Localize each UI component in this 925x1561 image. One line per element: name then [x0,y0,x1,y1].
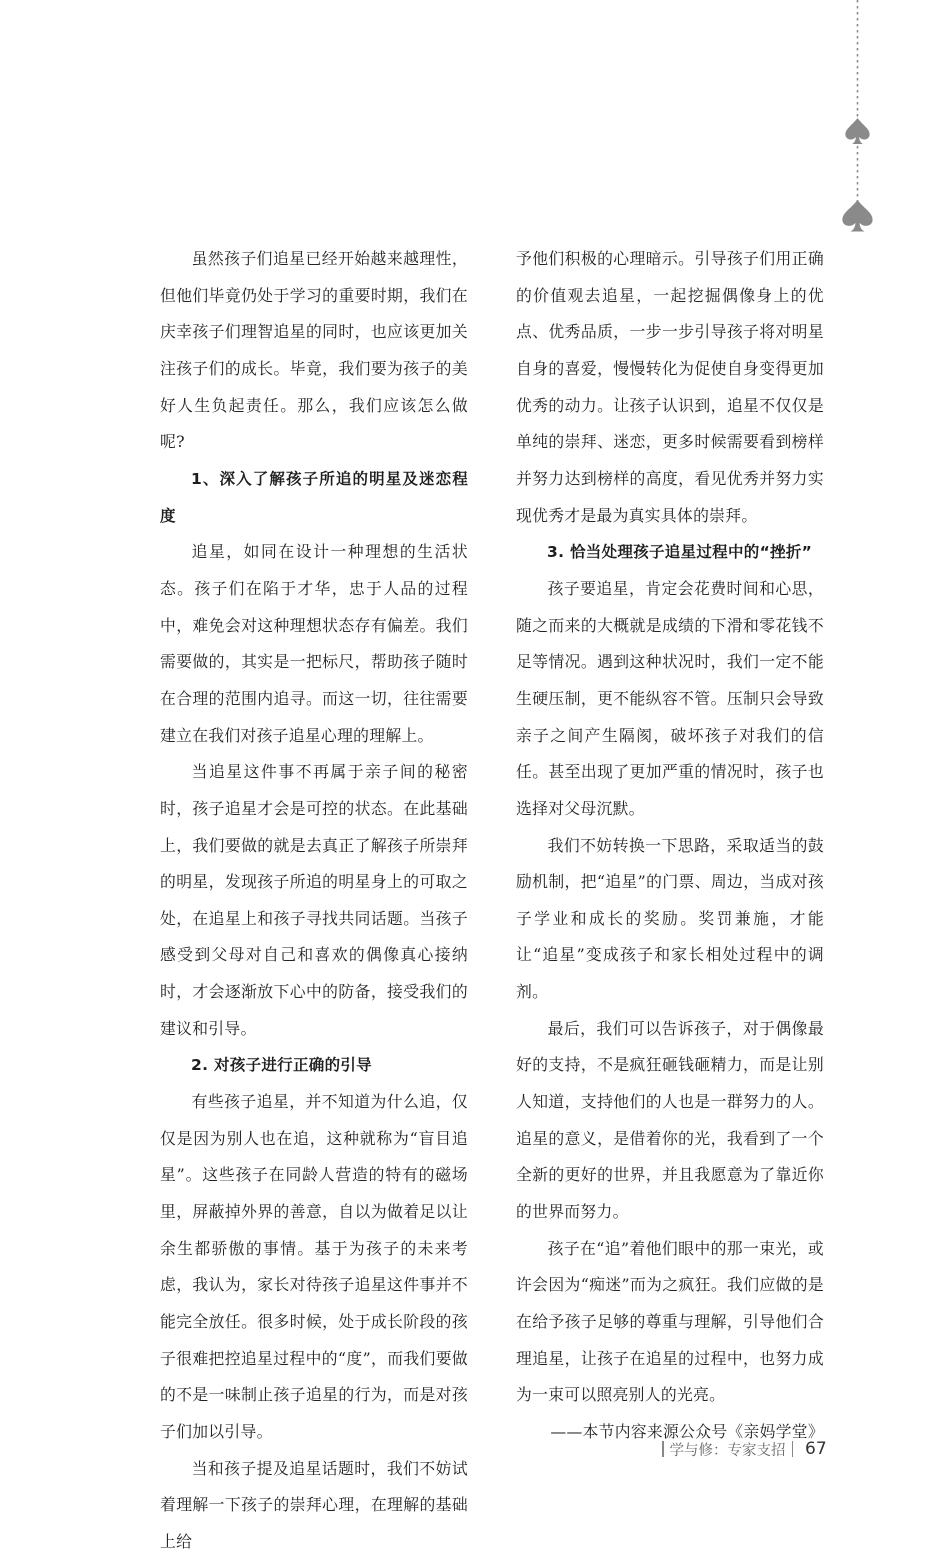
heart-suit-icon [842,200,872,232]
paragraph: 最后，我们可以告诉孩子，对于偶像最好的支持，不是疯狂砸钱砸精力，而是让别人知道，支持他们的人也是一群努力的人。追星的意义，是借着你的光，我看到了一个全新的更好的世界，并且我愿意为了靠近你的世界而努力。 [516,1018,824,1222]
section-heading: 1、深入了解孩子所追的明星及迷恋程度 [160,469,468,525]
section-label: 学与修：专家支招 [669,1442,786,1459]
paragraph: 孩子在“追”着他们眼中的那一束光，或许会因为“痴迷”而为之疯狂。我们应做的是在给予孩子足够的尊重与理解，引导他们合理追星，让孩子在追星的过程中，也努力成为一束可以照亮别人的光亮。 [516,1238,824,1405]
paragraph: 我们不妨转换一下思路，采取适当的鼓励机制，把“追星”的门票、周边，当成对孩子学业和成长的奖励。奖罚兼施，才能让“追星”变成孩子和家长相处过程中的调剂。 [516,835,824,1002]
source-attribution: ——本节内容来源公众号《亲妈学堂》 [550,1422,824,1441]
article-column-right [516,241,824,1451]
paragraph: 当和孩子提及追星话题时，我们不妨试着理解一下孩子的崇拜心理，在理解的基础上给 [160,1458,468,1551]
heart-suit-icon [845,118,869,144]
paragraph: 虽然孩子们追星已经开始越来越理性，但他们毕竟仍处于学习的重要时期，我们在庆幸孩子们理智追星的同时，也应该更加关注孩子们的成长。毕竟，我们要为孩子的美好人生负起责任。那么，我们应该怎么做呢? [160,249,468,452]
section-heading: 2. 对孩子进行正确的引导 [191,1056,372,1075]
page-footer [656,1438,827,1460]
decorative-header [0,0,925,240]
paragraph: 孩子要追星，肯定会花费时间和心思，随之而来的大概就是成绩的下滑和零花钱不足等情况。遇到这种状况时，我们一定不能生硬压制，更不能纵容不管。压制只会导致亲子之间产生隔阂，破坏孩子对我们的信任。甚至出现了更加严重的情况时，孩子也选择对父母沉默。 [516,578,824,818]
divider [792,1441,794,1457]
paragraph: 当追星这件事不再属于亲子间的秘密时，孩子追星才会是可控的状态。在此基础上，我们要做的就是去真正了解孩子所崇拜的明星，发现孩子所追的明星身上的可取之处，在追星上和孩子寻找共同话题。当孩子感受到父母对自己和喜欢的偶像真心接纳时，才会逐渐放下心中的防备，接受我们的建议和引导。 [160,762,468,1038]
section-heading: 3. 恰当处理孩子追星过程中的“挫折” [547,543,813,562]
divider [662,1441,664,1457]
page-number: 67 [805,1439,827,1459]
paragraph: 追星，如同在设计一种理想的生活状态。孩子们在陷于才华，忠于人品的过程中，难免会对这种理想状态存有偏差。我们需要做的，其实是一把标尺，帮助孩子随时在合理的范围内追寻。而这一切，往往需要建立在我们对孩子追星心理的理解上。 [160,542,468,745]
paragraph: 有些孩子追星，并不知道为什么追，仅仅是因为别人也在追，这种就称为“盲目追星”。这些孩子在同龄人营造的特有的磁场里，屏蔽掉外界的善意，自以为做着足以让余生都骄傲的事情。基于为孩子的未来考虑，我认为，家长对待孩子追星这件事并不能完全放任。很多时候，处于成长阶段的孩子很难把控追星过程中的“度”，而我们要做的不是一味制止孩子追星的行为，而是对孩子们加以引导。 [160,1092,468,1441]
paragraph-continued: 予他们积极的心理暗示。引导孩子们用正确的价值观去追星，一起挖掘偶像身上的优点、优秀品质，一步一步引导孩子将对明星自身的喜爱，慢慢转化为促使自身变得更加优秀的动力。让孩子认识到，追星不仅仅是单纯的崇拜、迷恋，更多时候需要看到榜样并努力达到榜样的高度，看见优秀并努力实现优秀才是最为真实具体的崇拜。 [516,249,824,525]
article-column-left [160,241,468,1561]
